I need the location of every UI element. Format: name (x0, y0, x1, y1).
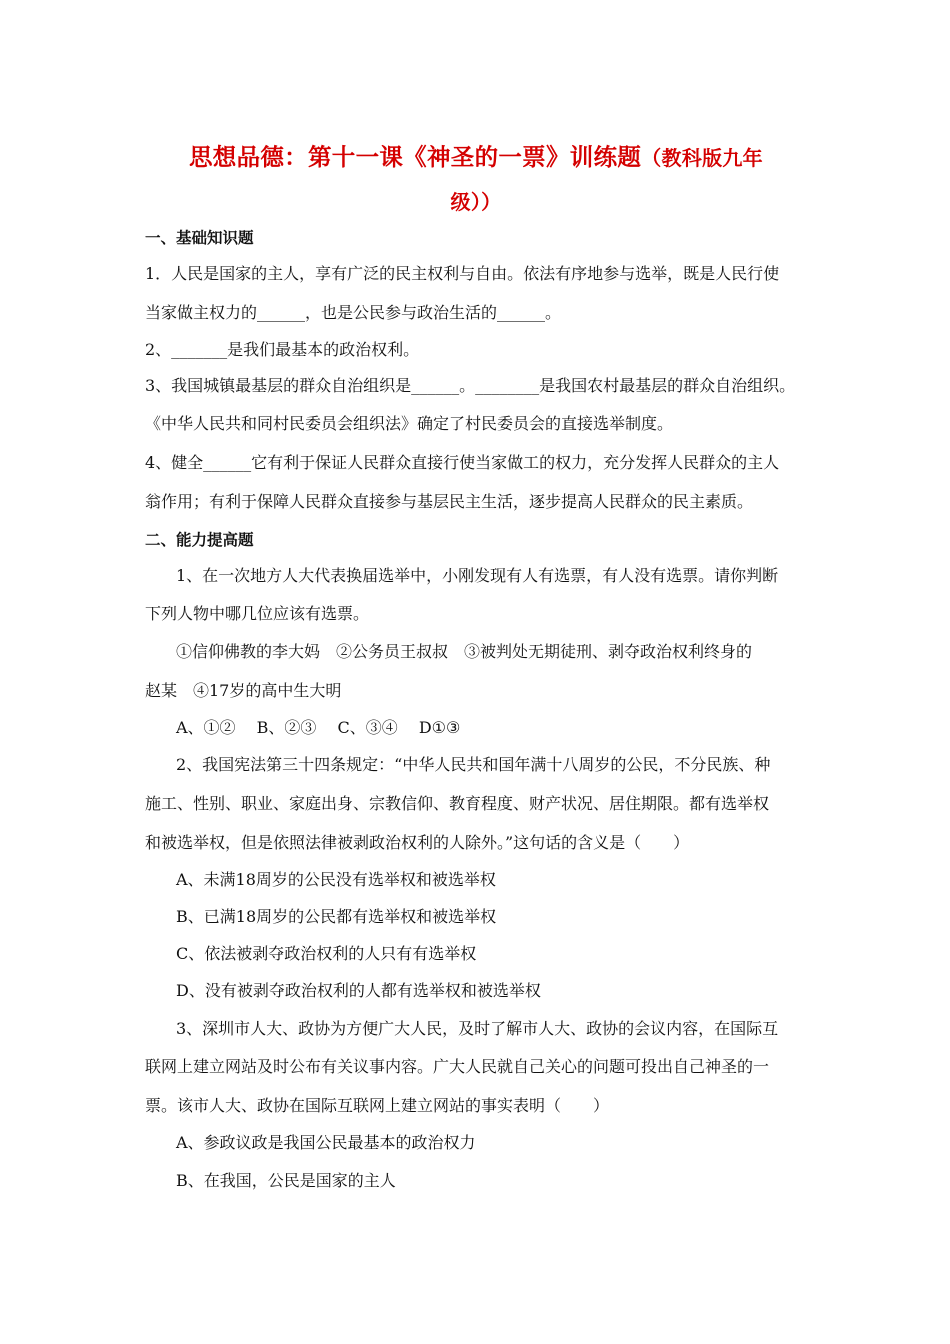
s1-q4-line2: 翁作用；有利于保障人民群众直接参与基层民主生活，逐步提高人民群众的民主素质。 (145, 492, 754, 511)
section2-heading: 二、能力提高题 (145, 531, 254, 549)
s2-q1-options: A、①② B、②③ C、③④ D①③ (176, 718, 461, 737)
s1-q3-line1: 3、我国城镇最基层的群众自治组织是______。________是我国农村最基层的群众自治组织。 (145, 376, 796, 395)
s2-q2-line1: 2、我国宪法第三十四条规定：“中华人民共和国年满十八周岁的公民，不分民族、种 (176, 755, 771, 774)
title-paren: （教科版九年 (641, 146, 763, 170)
s2-q3-line3: 票。该市人大、政协在国际互联网上建立网站的事实表明（ ） (145, 1096, 610, 1115)
document-title-line1 (120, 138, 832, 172)
s2-q1-line1: 1、在一次地方人大代表换届选举中，小刚发现有人有选票，有人没有选票。请你判断 (176, 566, 779, 585)
s2-q2-option-c: C、依法被剥夺政治权利的人只有有选举权 (176, 944, 477, 963)
s2-q3-line2: 联网上建立网站及时公布有关议事内容。广大人民就自己关心的问题可投出自己神圣的一 (145, 1057, 770, 1076)
s2-q3-option-a: A、参政议政是我国公民最基本的政治权力 (176, 1133, 476, 1152)
s1-q4-line1: 4、健全______它有利于保证人民群众直接行使当家做工的权力，充分发挥人民群众的主人 (145, 453, 780, 472)
s2-q1-items-line1: ①信仰佛教的李大妈 ②公务员王叔叔 ③被判处无期徒刑、剥夺政治权利终身的 (176, 642, 753, 661)
s1-q1-line1: 1．人民是国家的主人，享有广泛的民主权利与自由。依法有序地参与选举，既是人民行使 (145, 264, 780, 283)
s1-q2: 2、_______是我们最基本的政治权利。 (145, 340, 420, 359)
s2-q1-items-line2: 赵某 ④17岁的高中生大明 (145, 681, 342, 700)
s2-q2-line2: 施工、性别、职业、家庭出身、宗教信仰、教育程度、财产状况、居住期限。都有选举权 (145, 794, 770, 813)
document-title-line2: 级）） (450, 190, 502, 214)
s2-q1-line2: 下列人物中哪几位应该有选票。 (145, 604, 370, 623)
title-main: 思想品德：第十一课《神圣的一票》训练题 (188, 143, 642, 171)
s2-q2-option-a: A、未满18周岁的公民没有选举权和被选举权 (176, 870, 496, 889)
section1-heading: 一、基础知识题 (145, 229, 254, 247)
s1-q1-line2: 当家做主权力的______，也是公民参与政治生活的______。 (145, 303, 562, 322)
s2-q3-line1: 3、深圳市人大、政协为方便广大人民，及时了解市人大、政协的会议内容，在国际互 (176, 1019, 779, 1038)
s2-q3-option-b: B、在我国，公民是国家的主人 (176, 1171, 396, 1190)
s2-q2-option-b: B、已满18周岁的公民都有选举权和被选举权 (176, 907, 497, 926)
s2-q2-line3: 和被选举权，但是依照法律被剥政治权利的人除外。”这句话的含义是（ ） (145, 833, 690, 852)
s1-q3-line2: 《中华人民共和同村民委员会组织法》确定了村民委员会的直接选举制度。 (145, 414, 674, 433)
s2-q2-option-d: D、没有被剥夺政治权利的人都有选举权和被选举权 (176, 981, 541, 1000)
